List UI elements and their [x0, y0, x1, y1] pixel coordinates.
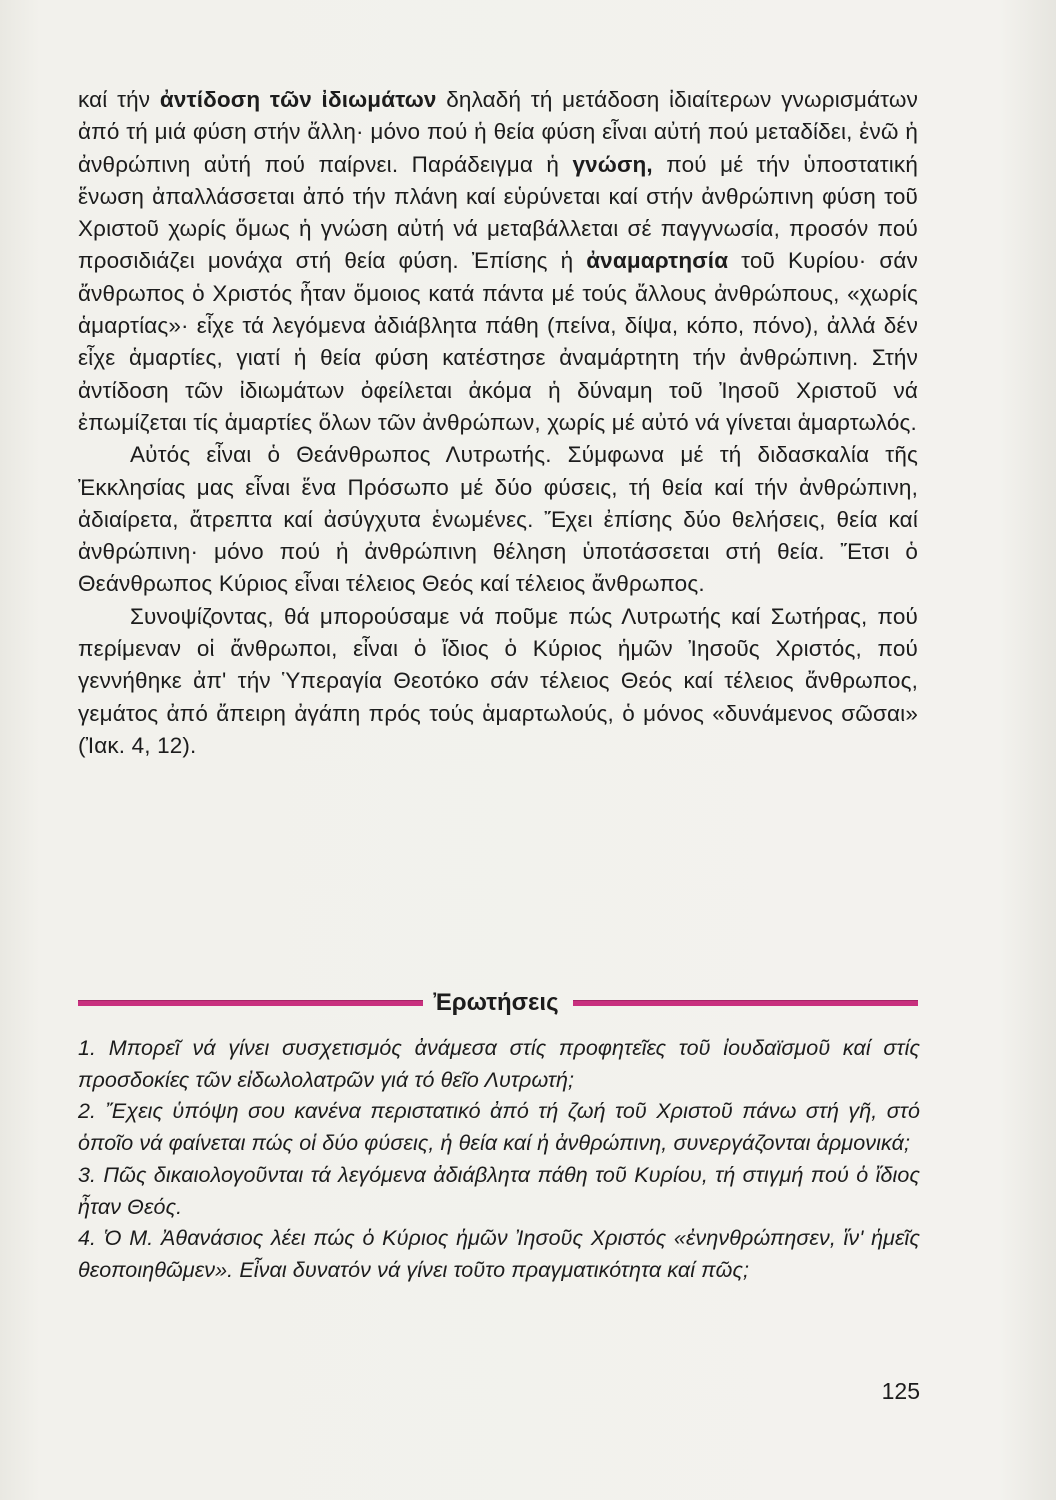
paragraph-3	[78, 601, 918, 762]
text-segment: Συνοψίζοντας, θά μπορούσαμε νά ποῦμε πώς Λυτρωτής καί Σωτήρας, πού περίμεναν οἱ ἄνθρωποι, εἶναι ὁ ἴδιος ὁ Κύριος ἡμῶν Ἰησοῦς Χριστός, πού γεννήθηκε ἀπ' τήν Ὑπεραγία Θεοτόκο σάν τέλειος Θεός καί τέλειος ἄνθρωπος, γεμάτος ἀπό ἄπειρη ἀγάπη πρός τούς ἁμαρτωλούς, ὁ μόνος «δυνάμενος σῶσαι» (Ἰακ. 4, 12).	[78, 603, 918, 758]
text-segment: καί τήν	[78, 87, 160, 112]
questions-list	[78, 1033, 920, 1287]
questions-heading: Ἐρωτήσεις	[433, 989, 559, 1016]
text-segment: τοῦ Κυρίου· σάν ἄνθρωπος ὁ Χριστός ἦταν ὅμοιος κατά πάντα μέ τούς ἄλλους ἀνθρώπους, «χωρίς ἁμαρτίας»· εἶχε τά λεγόμενα ἀδιάβλητα πάθη (πείνα, δίψα, κόπο, πόνο), ἀλλά δέν εἶχε ἁμαρτίες, γιατί ἡ θεία φύση κατέστησε ἀναμάρτητη τήν ἀνθρώπινη. Στήν ἀντίδοση τῶν ἰδιωμάτων ὀφείλεται ἀκόμα ἡ δύναμη τοῦ Ἰησοῦ Χριστοῦ νά ἐπωμίζεται τίς ἁμαρτίες ὅλων τῶν ἀνθρώπων, χωρίς μέ αὐτό νά γίνεται ἁμαρτωλός.	[78, 248, 918, 435]
paragraph-1	[78, 84, 918, 439]
question-item: 1. Μπορεῖ νά γίνει συσχετισμός ἀνάμεσα στίς προφητεῖες τοῦ ἰουδαϊσμοῦ καί στίς προσδοκίες τῶν εἰδωλολατρῶν γιά τό θεῖο Λυτρωτή;	[78, 1036, 920, 1092]
heading-rule-left	[78, 1000, 423, 1006]
bold-term-gnosi: γνώση,	[572, 151, 653, 177]
page-number: 125	[881, 1378, 920, 1404]
question-item: 2. Ἔχεις ὑπόψη σου κανένα περιστατικό ἀπό τή ζωή τοῦ Χριστοῦ πάνω στή γῆ, στό ὁποῖο νά φαίνεται πώς οἱ δύο φύσεις, ἡ θεία καί ἡ ἀνθρώπινη, συνεργάζονται ἁρμονικά;	[78, 1099, 920, 1156]
bold-term-antidosi: ἀντίδοση τῶν ἰδιωμάτων	[159, 87, 437, 112]
body-text	[78, 84, 918, 762]
heading-rule-right	[573, 1000, 918, 1006]
question-item: 3. Πῶς δικαιολογοῦνται τά λεγόμενα ἀδιάβλητα πάθη τοῦ Κυρίου, τή στιγμή πού ὁ ἴδιος ἦταν Θεός.	[78, 1162, 920, 1219]
bold-term-anamartisia: ἀναμαρτησία	[586, 248, 729, 274]
text-segment: Αὐτός εἶναι ὁ Θεάνθρωπος Λυτρωτής. Σύμφωνα μέ τή διδασκαλία τῆς Ἐκκλησίας μας εἶναι ἕνα Πρόσωπο μέ δύο φύσεις, τή θεία καί τήν ἀνθρώπινη, ἀδιαίρετα, ἄτρεπτα καί ἀσύγχυτα ἑνωμένες. Ἔχει ἐπίσης δύο θελήσεις, θεία καί ἀνθρώπινη· μόνο πού ἡ ἀνθρώπινη θέληση ὑποτάσσεται στή θεία. Ἔτσι ὁ Θεάνθρωπος Κύριος εἶναι τέλειος Θεός καί τέλειος ἄνθρωπος.	[78, 442, 918, 597]
questions-heading-row	[78, 983, 918, 1023]
text-segment: πού μέ τήν ὑποστατική ἕνωση ἀπαλλάσσεται ἀπό τήν πλάνη καί εὑρύνεται καί στήν ἀνθρώπινη φύση τοῦ Χριστοῦ χωρίς ὅμως ἡ γνώση αὐτή νά μεταβάλλεται σέ παγγνωσία, προσόν πού προσιδιάζει μονάχα στή θεία φύση. Ἐπίσης ἡ	[78, 151, 918, 274]
text-segment: δηλαδή τή μετάδοση ἰδιαίτερων γνωρισμάτων ἀπό τή μιά φύση στήν ἄλλη· μόνο πού ἡ θεία φύση εἶναι αὐτή πού μεταδίδει, ἐνῶ ἡ ἀνθρώπινη αὐτή πού παίρνει. Παράδειγμα ἡ	[78, 87, 919, 177]
paragraph-2	[78, 439, 918, 600]
question-item: 4. Ὁ Μ. Ἀθανάσιος λέει πώς ὁ Κύριος ἡμῶν Ἰησοῦς Χριστός «ἐνηνθρώπησεν, ἵν' ἡμεῖς θεοποιηθῶμεν». Εἶναι δυνατόν νά γίνει τοῦτο πραγματικότητα καί πῶς;	[78, 1226, 920, 1282]
